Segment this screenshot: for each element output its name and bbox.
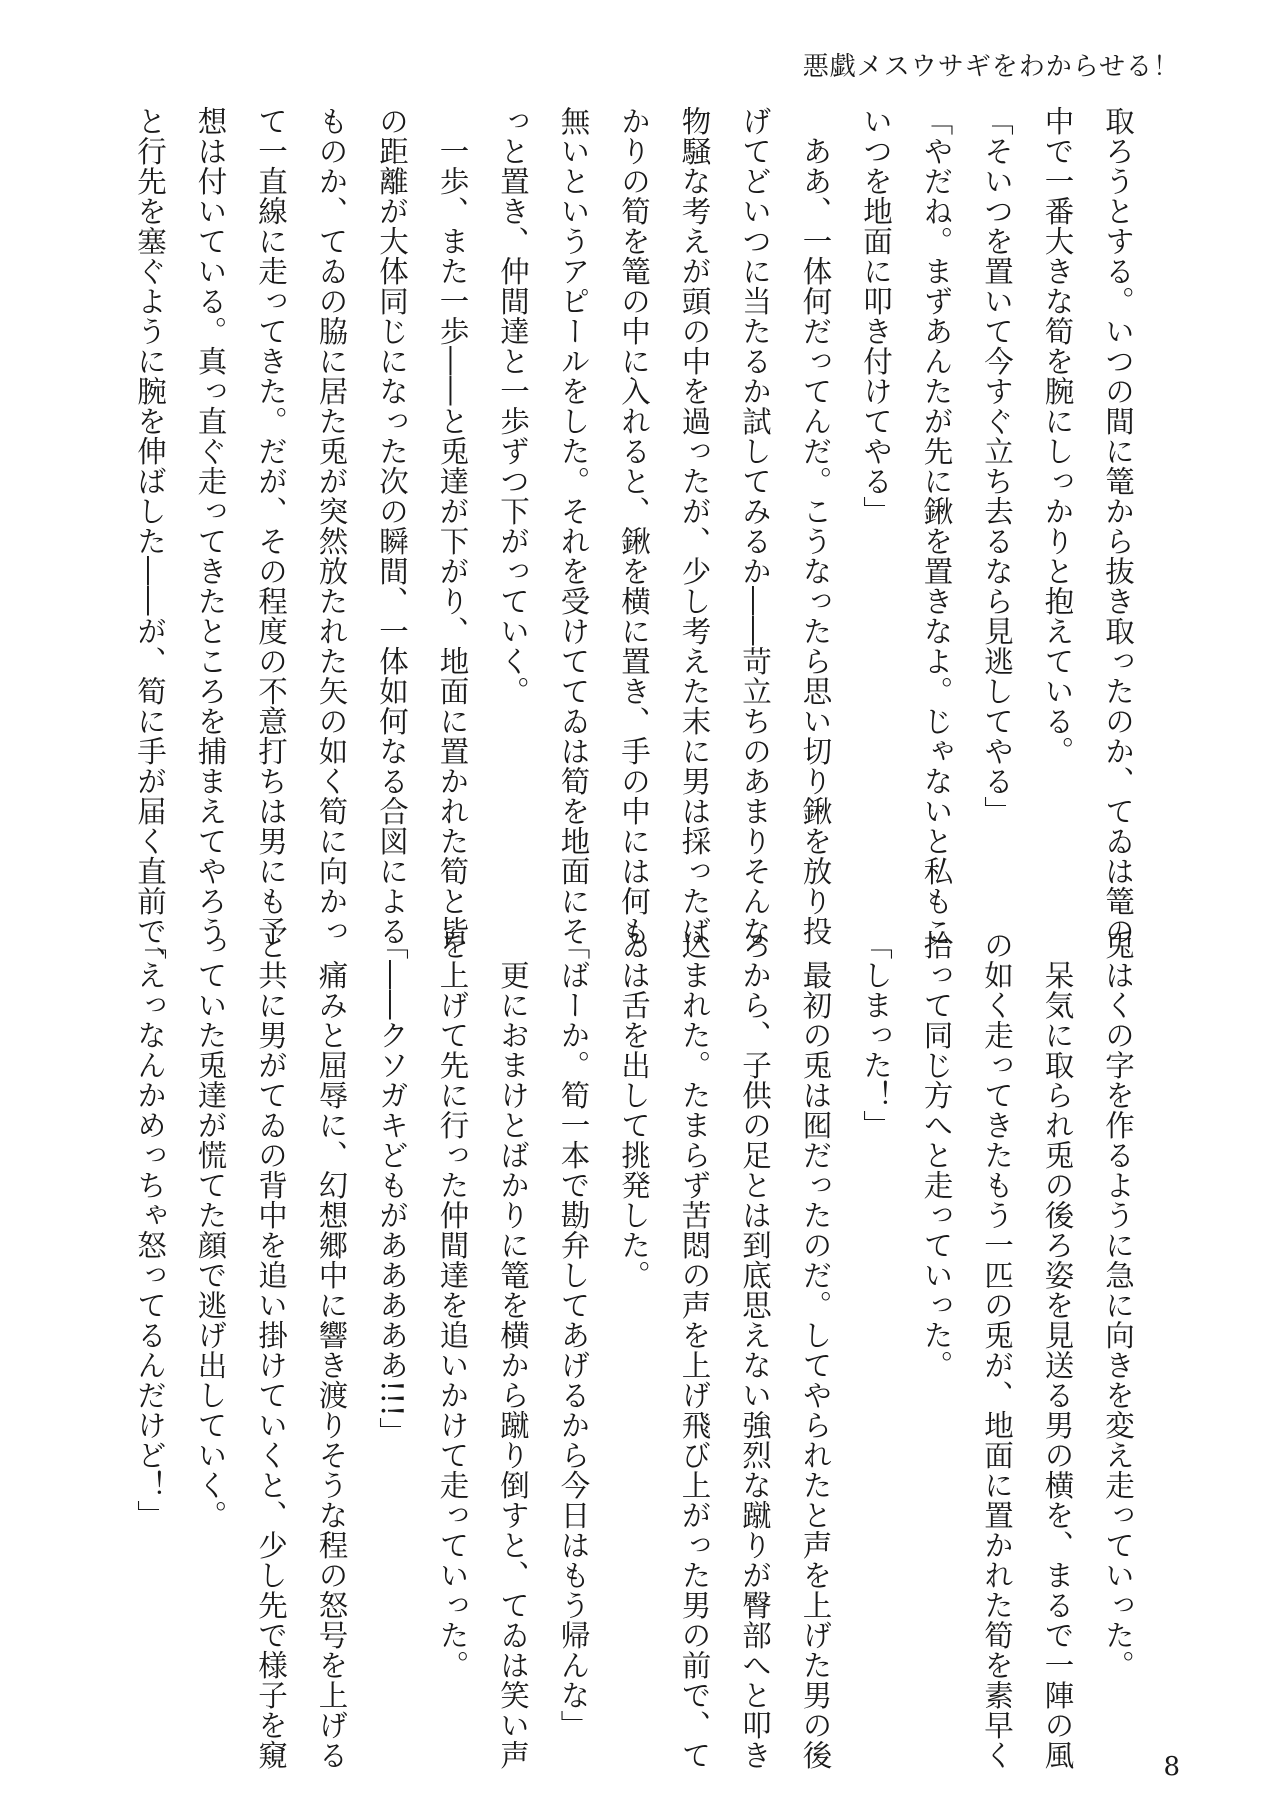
text-line: げてどいつに当たるか試してみるか――苛立ちのあまりそんな [738, 106, 772, 946]
text-line: 無いというアピールをした。それを受けててゐは筍を地面にそ [556, 106, 591, 946]
text-line: 中で一番大きな筍を腕にしっかりと抱えている。 [1040, 106, 1075, 766]
running-header-title: 悪戯メスウサギをわからせる！ [802, 52, 1180, 82]
text-line: 痛みと屈辱に、幻想郷中に響き渡りそうな程の怒号を上げる [314, 930, 349, 1770]
text-line: ろから、子供の足とは到底思えない強烈な蹴りが臀部へと叩き [738, 930, 772, 1770]
text-line: と共に男がてゐの背中を追い掛けていくと、少し先で様子を窺 [254, 930, 288, 1770]
text-line: 「――クソガキどもがあああああ!!!」 [375, 930, 409, 1448]
text-line: 物騒な考えが頭の中を過ったが、少し考えた末に男は採ったば [677, 106, 712, 946]
text-line: 一歩、また一歩――と兎達が下がり、地面に置かれた筍と皆 [435, 106, 470, 946]
text-line: 「ばーか。筍一本で勘弁してあげるから今日はもう帰んな」 [556, 930, 591, 1740]
text-line: 想は付いている。真っ直ぐ走ってきたところを捕まえてやろう [193, 106, 228, 946]
text-line: 拾って同じ方へと走っていった。 [919, 930, 954, 1380]
text-line: ゐは舌を出して挑発した。 [617, 930, 651, 1290]
text-line: 込まれた。たまらず苦悶の声を上げ飛び上がった男の前で、て [677, 930, 712, 1770]
text-line: いつを地面に叩き付けてやる」 [859, 106, 893, 526]
text-line: ものか、てゐの脇に居た兎が突然放たれた矢の如く筍に向かっ [314, 106, 349, 946]
text-line: を上げて先に行った仲間達を追いかけて走っていった。 [435, 930, 470, 1680]
text-line: っと置き、仲間達と一歩ずつ下がっていく。 [496, 106, 530, 706]
text-line: 「しまった！」 [859, 930, 893, 1140]
text-line: の如く走ってきたもう一匹の兎が、地面に置かれた筍を素早く [980, 930, 1014, 1770]
text-line: て一直線に走ってきた。だが、その程度の不意打ちは男にも予 [254, 106, 288, 946]
text-line: 呆気に取られ兎の後ろ姿を見送る男の横を、まるで一陣の風 [1040, 930, 1075, 1770]
lower-text-block [133, 930, 1148, 1770]
text-line: 「そいつを置いて今すぐ立ち去るなら見逃してやる」 [980, 106, 1014, 826]
text-line: 兎はくの字を作るように急に向きを変え走っていった。 [1101, 930, 1135, 1680]
page-number: 8 [1163, 1752, 1180, 1782]
text-line: 「やだね。まずあんたが先に鍬を置きなよ。じゃないと私もこ [919, 106, 954, 946]
text-line: ああ、一体何だってんだ。こうなったら思い切り鍬を放り投 [798, 106, 833, 946]
text-line: 取ろうとする。いつの間に篭から抜き取ったのか、てゐは篭の [1101, 106, 1135, 946]
text-line: っていた兎達が慌てた顔で逃げ出していく。 [193, 930, 228, 1530]
text-line: 「えっなんかめっちゃ怒ってるんだけど！」 [133, 930, 167, 1530]
text-line: かりの筍を篭の中に入れると、鍬を横に置き、手の中には何も [617, 106, 651, 946]
text-line: 最初の兎は囮だったのだ。してやられたと声を上げた男の後 [798, 930, 833, 1770]
upper-text-block [133, 106, 1148, 976]
text-line: 更におまけとばかりに篭を横から蹴り倒すと、てゐは笑い声 [496, 930, 530, 1770]
text-line: の距離が大体同じになった次の瞬間、一体如何なる合図による [375, 106, 409, 946]
text-line: と行先を塞ぐように腕を伸ばした――が、筍に手が届く直前で、 [133, 106, 167, 976]
